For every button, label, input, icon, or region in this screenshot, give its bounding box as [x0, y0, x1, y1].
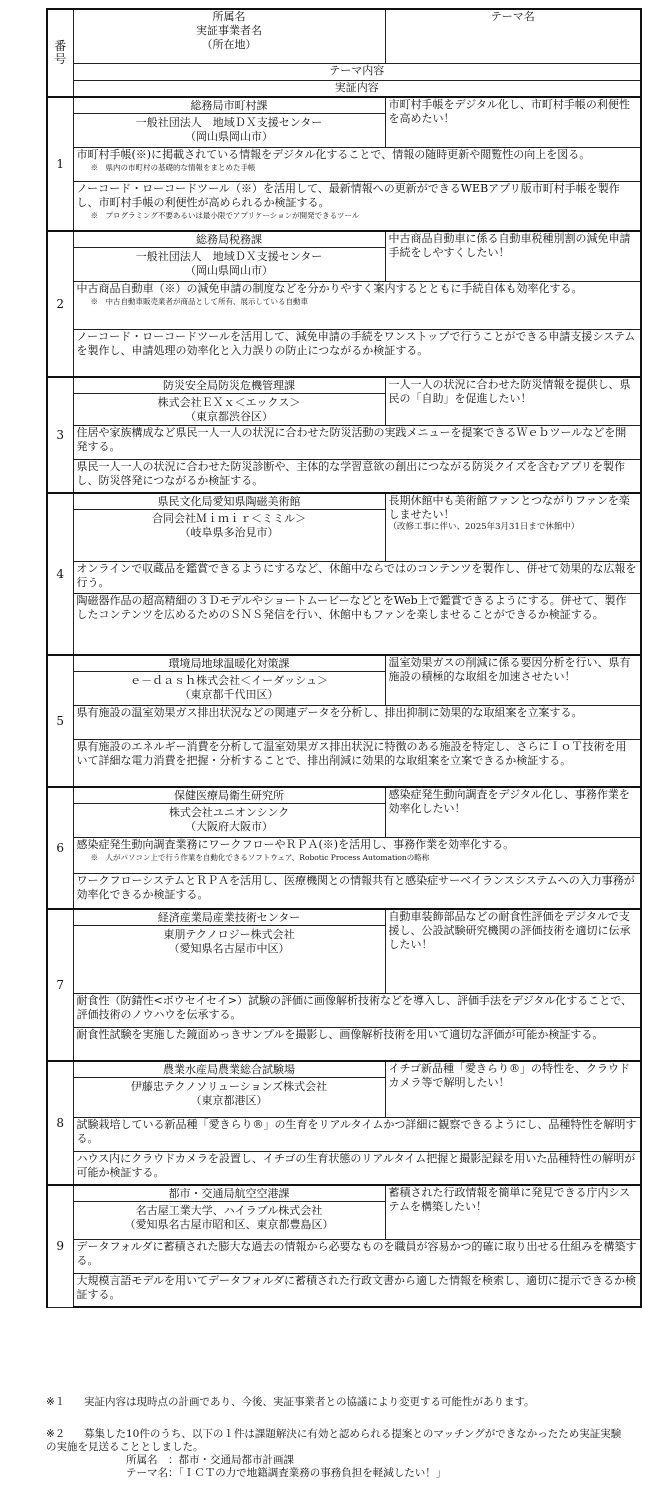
record-number-text: 5: [56, 714, 65, 728]
record-theme: [385, 97, 641, 147]
record-row-demo: [47, 329, 641, 377]
record-number-text: 4: [56, 567, 65, 581]
record-theme-text: 長期休館中も美術館ファンとつながりファンを楽しませたい！: [388, 494, 630, 521]
header-number: [47, 9, 73, 97]
record-row-content: [47, 147, 641, 181]
record-row-content: [47, 281, 641, 329]
record-row-top: [47, 1185, 641, 1239]
record-content-text: 住居や家族構成など県民一人一人の状況に合わせた防災活動の実践メニューを提案できるＷｅｂツールなどを開発する。: [76, 425, 627, 453]
record-row-demo: [47, 1273, 641, 1307]
record-theme-text: イチゴ新品種「愛きらり®」の特性を、クラウドカメラ等で解明したい！: [388, 1062, 631, 1089]
record-number: [47, 1185, 73, 1307]
record-demo: [73, 873, 641, 909]
record-number-text: 3: [56, 428, 65, 442]
record-row-content: [47, 1239, 641, 1273]
record-content: [73, 837, 641, 873]
record-content: [73, 281, 641, 329]
record-location: （東京都港区）: [190, 1094, 268, 1107]
record-theme-text: 市町村手帳をデジタル化し、市町村手帳の利便性を高めたい！: [388, 98, 630, 125]
header-org: [73, 9, 385, 63]
record-location: （大阪府大阪市）: [185, 820, 273, 833]
record-content: [73, 561, 641, 593]
record-row-content: [47, 705, 641, 739]
record-org: [73, 1185, 385, 1239]
record-content: [73, 1239, 641, 1273]
record-demo-text: ノーコード・ローコードツール（※）を活用して、最新情報への更新ができるWEBアプリ版市町村手帳を製作し、市町村手帳の利便性が高められるか検証する。: [76, 181, 620, 209]
record-content-text: 試験栽培している新品種「愛きらり®」の生育をリアルタイムかつ詳細に観察できるようにし、品種特性を解明する。: [76, 1117, 637, 1145]
record-company: 一般社団法人 地域ＤＸ支援センター: [135, 250, 323, 263]
record-location: （愛知県名古屋市中区）: [168, 942, 290, 955]
record-org: [73, 231, 385, 281]
footnote-2: [46, 1428, 626, 1480]
record-number: [47, 787, 73, 909]
record-demo-text: 県民一人一人の状況に合わせた防災診断や、主体的な学習意欲の創出につながる防災クイズを含むアプリを製作し、防災啓発につながるか検証する。: [76, 459, 625, 487]
record-demo-text: 陶磁器作品の超高精細の３ＤモデルやショートムービーなどとをWeb上で鑑賞できるようにする。併せて、製作したコンテンツを広めるためのＳＮＳ発信を行い、休館中もファンを楽しませることができるか検証する。: [76, 593, 627, 621]
header-org-company: 実証事業者名: [196, 24, 262, 37]
record-demo-text: ノーコード・ローコードツールを活用して、減免申請の手続をワンストップで行うことができる申請支援システムを製作し、申請処理の効率化と入力誤りの防止につながるか検証する。: [76, 329, 636, 357]
record-content: [73, 1117, 641, 1151]
record-company: ｅ－ｄａｓｈ株式会社＜イーダッシュ＞: [130, 674, 328, 687]
record-content: [73, 425, 641, 459]
record-row-top: [47, 787, 641, 837]
record-content-text: 市町村手帳(※)に掲載されている情報をデジタル化することで、情報の随時更新や閲覧性の向上を図る。: [76, 147, 591, 161]
record-org: [73, 493, 385, 561]
record-dept: 総務局税務課: [74, 233, 385, 248]
header-org-location: （所在地）: [201, 38, 257, 51]
record-content-text: 中古商品自動車（※）の減免申請の制度などを分かりやすく案内するとともに手続自体も効率化する。: [76, 281, 583, 295]
record-content-note: ※ 県内の市町村の基礎的な情報をまとめた手帳: [90, 162, 256, 172]
record-content-text: 県有施設の温室効果ガス排出状況などの関連データを分析し、排出抑制に効果的な取組案を立案する。: [76, 705, 583, 719]
record-demo: [73, 459, 641, 493]
record-row-demo: [47, 1027, 641, 1061]
record-dept: 保健医療局衛生研究所: [74, 789, 385, 804]
record-number: [47, 493, 73, 655]
record-dept: 都市・交通局航空空港課: [74, 1187, 385, 1202]
record-theme: [385, 1061, 641, 1117]
record-location: （東京都渋谷区）: [185, 410, 273, 423]
record-number: [47, 909, 73, 1061]
footnote-1-text: 実証内容は現時点の計画であり、今後、実証事業者との協議により変更する可能性があります。: [84, 1396, 535, 1408]
footnote-1: [46, 1396, 626, 1409]
record-org: [73, 909, 385, 993]
record-row-demo: [47, 1151, 641, 1185]
record-demo-text: ハウス内にクラウドカメラを設置し、イチゴの生育状態のリアルタイム把握と撮影記録を用いた品種特性の解明が可能か検証する。: [76, 1151, 636, 1179]
record-number: [47, 231, 73, 377]
record-number: [47, 1061, 73, 1185]
record-content-text: オンラインで収蔵品を鑑賞できるようにするなど、休館中ならではのコンテンツを製作し、併せて効果的な広報を行う。: [76, 561, 637, 589]
record-company: 合同会社Ｍｉｍｉｒ＜ミミル＞: [152, 512, 306, 525]
record-org: [73, 787, 385, 837]
record-demo-text: 大規模言語モデルを用いてデータフォルダに蓄積された行政文書から適した情報を検索し、適切に提示できるか検証する。: [76, 1273, 636, 1301]
record-location: （岡山県岡山市）: [185, 264, 273, 277]
record-theme: [385, 655, 641, 705]
record-row-demo: [47, 459, 641, 493]
record-theme-text: 感染症発生動向調査をデジタル化し、事務作業を効率化したい！: [388, 788, 630, 815]
record-row-top: [47, 231, 641, 281]
record-dept: 総務局市町村課: [74, 99, 385, 114]
record-row-top: [47, 97, 641, 147]
record-dept: 経済産業局産業技術センター: [74, 911, 385, 926]
header-row-demo-content: [47, 80, 641, 97]
record-number: [47, 97, 73, 231]
record-row-content: [47, 1117, 641, 1151]
record-theme-text: 自動車装飾部品などの耐食性評価をデジタルで支援し、公設試験研究機関の評価技術を適切に伝承したい！: [388, 910, 631, 951]
record-theme-text: 温室効果ガスの削減に係る要因分析を行い、県有施設の積極的な取組を加速させたい！: [388, 656, 631, 683]
record-org: [73, 97, 385, 147]
footnote-2-text: 募集した10件のうち、以下の１件は課題解決に有効と認められる提案とのマッチングができなかったため実証実験の実施を見送ることとしました。: [46, 1428, 622, 1453]
record-demo: [73, 181, 641, 231]
record-demo: [73, 739, 641, 787]
record-number-text: 7: [56, 978, 65, 992]
record-number-text: 6: [56, 841, 65, 855]
record-location: （愛知県名古屋市昭和区、東京都豊島区）: [124, 1218, 334, 1231]
header-theme-name: テーマ名: [385, 9, 641, 63]
record-content-text: 耐食性（防錆性<ボウセイセイ>）試験の評価に画像解析技術などを導入し、評価手法をデジタル化することで、評価技術のノウハウを伝承する。: [76, 993, 633, 1021]
record-row-demo: [47, 873, 641, 909]
record-number-text: 8: [56, 1116, 65, 1130]
record-content-text: データフォルダに蓄積された膨大な過去の情報から必要なものを職員が容易かつ的確に取り出せる仕組みを構築する。: [76, 1239, 637, 1267]
record-row-top: [47, 1061, 641, 1117]
record-row-top: [47, 377, 641, 425]
record-theme: [385, 909, 641, 993]
header-demo-content: 実証内容: [73, 80, 641, 97]
record-demo-text: 県有施設のエネルギー消費を分析して温室効果ガス排出状況に特徴のある施設を特定し、さらにＩｏＴ技術を用いて詳細な電力消費を把握・分析することで、排出削減に効果的な取組案を立案できるか検証する。: [76, 739, 627, 767]
record-theme: [385, 231, 641, 281]
record-company: 株式会社ＥＸｘ＜エックス＞: [157, 396, 301, 409]
record-row-content: [47, 837, 641, 873]
record-demo-text: ワークフローシステムとＲＰＡを活用し、医療機関との情報共有と感染症サーベイランスシステムへの入力事務が効率化できるか検証する。: [76, 873, 635, 901]
record-content-text: 感染症発生動向調査業務にワークフローやＲＰＡ(※)を活用し、事務作業を効率化する。: [76, 837, 515, 851]
record-company: 東朋テクノロジー株式会社: [163, 928, 295, 941]
record-location: （岡山県岡山市）: [185, 130, 273, 143]
record-dept: 県民文化局愛知県陶磁美術館: [74, 495, 385, 510]
demonstration-table: [46, 8, 642, 1308]
record-number: [47, 655, 73, 787]
record-number: [47, 377, 73, 493]
record-company: 伊藤忠テクノソリューションズ株式会社: [130, 1080, 328, 1093]
record-demo-text: 耐食性試験を実施した鏡面めっきサンプルを撮影し、画像解析技術を用いて適切な評価が可能か検証する。: [76, 1027, 604, 1041]
record-dept: 環境局地球温暖化対策課: [74, 657, 385, 672]
record-row-content: [47, 993, 641, 1027]
record-content-note: ※ 人がパソコン上で行う作業を自動化できるソフトウェア、Robotic Process Automationの略称: [90, 852, 430, 862]
record-row-demo: [47, 181, 641, 231]
record-demo: [73, 1027, 641, 1061]
record-row-demo: [47, 739, 641, 787]
footnote-2-theme: テーマ名：「ＩＣＴの力で地籍調査業務の事務負担を軽減したい！」: [126, 1467, 447, 1479]
record-dept: 防災安全局防災危機管理課: [74, 379, 385, 394]
header-number-text: 番 号: [54, 39, 67, 66]
record-theme-note: （改修工事に伴い、2025年3月31日まで休館中）: [388, 522, 580, 532]
record-demo: [73, 1151, 641, 1185]
record-number-text: 2: [56, 297, 65, 311]
record-company: 株式会社ユニオンシンク: [168, 806, 290, 819]
record-content: [73, 705, 641, 739]
record-row-demo: [47, 593, 641, 655]
record-content: [73, 993, 641, 1027]
record-theme: [385, 493, 641, 561]
record-row-top: [47, 909, 641, 993]
footnote-2-dept: 所属名 ：都市・交通局都市計画課: [126, 1454, 294, 1466]
footnote-2-mark: ※２: [46, 1428, 66, 1440]
record-theme: [385, 787, 641, 837]
record-demo: [73, 593, 641, 655]
record-row-top: [47, 493, 641, 561]
header-org-dept: 所属名: [212, 10, 246, 23]
record-theme: [385, 377, 641, 425]
record-demo: [73, 1273, 641, 1307]
record-demo: [73, 329, 641, 377]
record-content-note: ※ 中古自動車販売業者が商品として所有、展示している自動車: [90, 296, 308, 306]
record-theme: [385, 1185, 641, 1239]
record-org: [73, 655, 385, 705]
record-theme-text: 一人一人の状況に合わせた防災情報を提供し、県民の「自助」を促進したい！: [388, 378, 631, 405]
record-demo-note: ※ プログラミング不要あるいは最小限でアプリケーションが開発できるツール: [90, 210, 360, 220]
header-row: [47, 9, 641, 63]
record-location: （東京都千代田区）: [179, 688, 279, 701]
record-theme-text: 中古商品自動車に係る自動車税種別割の減免申請手続をしやすくしたい！: [388, 232, 631, 259]
record-row-content: [47, 425, 641, 459]
record-company: 名古屋工業大学、ハイラブル株式会社: [135, 1204, 323, 1217]
footnote-1-mark: ※１: [46, 1396, 66, 1408]
record-org: [73, 377, 385, 425]
header-theme-content: テーマ内容: [73, 63, 641, 80]
record-org: [73, 1061, 385, 1117]
record-theme-text: 蓄積された行政情報を簡単に発見できる庁内システムを構築したい！: [388, 1186, 631, 1213]
record-number-text: 9: [56, 1239, 65, 1254]
header-row-theme-content: [47, 63, 641, 80]
record-location: （岐阜県多治見市）: [179, 526, 279, 539]
record-content: [73, 147, 641, 181]
record-dept: 農業水産局農業総合試験場: [74, 1063, 385, 1078]
record-row-content: [47, 561, 641, 593]
record-row-top: [47, 655, 641, 705]
record-company: 一般社団法人 地域ＤＸ支援センター: [135, 116, 323, 129]
record-number-text: 1: [56, 157, 65, 171]
